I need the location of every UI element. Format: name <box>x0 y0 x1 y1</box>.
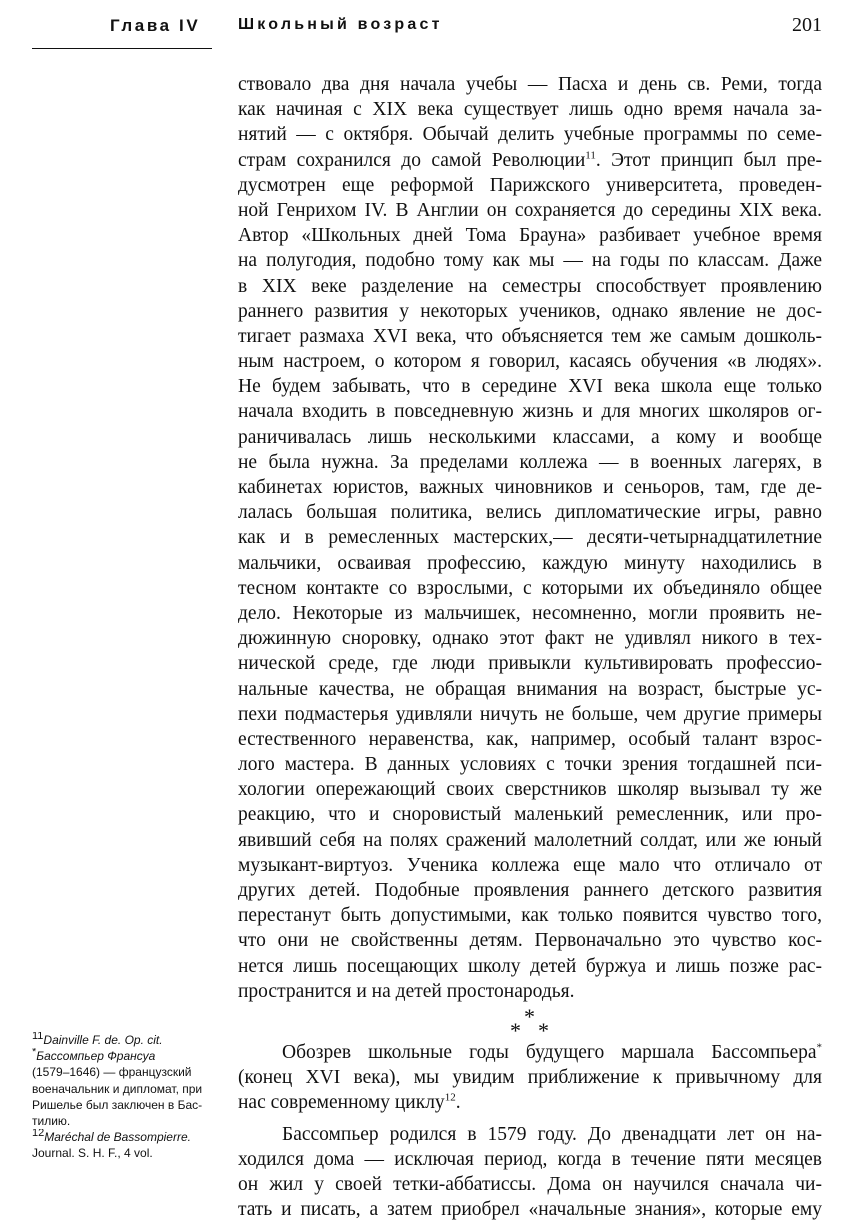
text-line: что они не свойственны детям. Первоначально это чувство кос- <box>238 930 822 952</box>
footnote-text: военачальник и дипломат, при <box>32 1081 203 1096</box>
text-line: Автор «Школьных дней Тома Брауна» разбивает учебное время <box>238 225 822 247</box>
footnote-ref-star: * <box>816 1041 822 1054</box>
text-line: как и в ремесленных мастерских,— десяти-четырнадцатилетние <box>238 527 822 549</box>
text-line: естественного неравенства, как, например, особый талант взрос- <box>238 728 822 750</box>
footnote-12 <box>32 1129 217 1145</box>
separator-star: * <box>538 1017 549 1043</box>
text-line: нется лишь посещающих школу детей буржуа и лишь позже рас- <box>238 955 822 977</box>
text-line: музыкант-виртуоз. Ученика коллежа еще мало что отличало от <box>238 854 822 876</box>
text-line: (конец XVI века), мы увидим приближение к привычному для <box>238 1067 822 1089</box>
text-line: раничивалась лишь несколькими классами, а кому и вообще <box>238 426 822 448</box>
text-line: тигает размаха XVI века, что объясняется тем же самым дошколь- <box>238 325 822 347</box>
text-line: других детей. Подобные проявления раннего детского развития <box>238 880 822 901</box>
main-text <box>238 72 822 1222</box>
footnote-text: Maréchal de Bassompierre. <box>44 1130 191 1145</box>
text-line: лалась большая политика, велись дипломатические игры, равно <box>238 502 822 524</box>
text-segment: страм сохранился до самой Революции <box>238 149 586 171</box>
page-header <box>0 0 854 56</box>
footnote-text: Dainville F. de. Op. cit. <box>43 1033 163 1047</box>
running-title: Школьный возраст <box>238 16 443 33</box>
text-line: на полугодия, подобно тому как мы — на годы по классам. Даже <box>238 250 822 272</box>
footnote-star <box>32 1048 217 1064</box>
text-line: лого мастера. В данных условиях с точки зрения тогдашней пси- <box>238 754 822 776</box>
separator-star: * <box>524 1003 535 1029</box>
text-line: не была нужна. За пределами коллежа — в военных лагерях, в <box>238 451 822 473</box>
text-line <box>238 1090 822 1115</box>
footnote-text: тилию. <box>32 1114 71 1129</box>
footnote-text: Ришелье был заключен в Бас- <box>32 1097 203 1112</box>
text-segment: Обозрев школьные годы будущего маршала Бассомпьера <box>282 1041 817 1063</box>
text-line: нальные качества, не обращая внимания на возраст, быстрые ус- <box>238 678 822 700</box>
footnote-ref-12: 12 <box>444 1091 456 1104</box>
text-line: ходился дома — исключая период, когда в течение пяти месяцев <box>238 1148 822 1170</box>
text-line: тать и писать, а затем приобрел «начальные знания», которые ему <box>238 1199 822 1221</box>
text-line: начала входить в повседневную жизнь и для многих школяров ог- <box>238 401 822 423</box>
footnote-mark: 11 <box>32 1032 44 1042</box>
page-number: 201 <box>792 14 822 36</box>
text-line: Не будем забывать, что в середине XVI века школа еще только <box>238 376 822 398</box>
text-line: дюжинную сноровку, однако этот факт не удивлял никого в тех- <box>238 628 822 650</box>
text-segment: . Этот принцип был пре- <box>595 149 823 171</box>
footnote-text: (1579–1646) — французский <box>32 1065 192 1080</box>
header-rule <box>32 48 212 49</box>
text-line: в XIX веке разделение на семестры способствует проявлению <box>238 275 822 297</box>
text-segment: нас современному циклу <box>238 1092 445 1114</box>
text-line: дело. Некоторые из мальчишек, несомненно, могли проявить не- <box>238 602 822 624</box>
text-line: ной Генрихом IV. В Англии он сохраняется до середины XIX века. <box>238 199 822 221</box>
text-line <box>238 1040 822 1065</box>
text-line: ным настроем, о котором я говорил, касаясь обучения «в людях». <box>238 351 822 373</box>
text-line <box>238 148 822 173</box>
text-line: нятий — с октября. Обычай делить учебные программы по семе- <box>238 124 822 146</box>
footnote-text: Бассомпьер Франсуа <box>36 1049 156 1064</box>
text-line: раннего развития у некоторых учеников, однако явление не дос- <box>238 300 822 322</box>
footnote-mark: * <box>32 1048 37 1059</box>
footnote-text: Journal. S. H. F., 4 vol. <box>32 1146 153 1161</box>
margin-footnotes <box>32 1032 217 1162</box>
text-line: явивший себя на полях сражений малолетний солдат, или же юный <box>238 829 822 851</box>
separator-star: * <box>510 1017 521 1043</box>
section-separator <box>238 1003 822 1043</box>
text-line: дусмотрен еще реформой Парижского университета, проведен- <box>238 174 822 196</box>
text-line: пехи подмастерья удивляли ничуть не больше, чем другие примеры <box>238 703 822 725</box>
footnote-11 <box>32 1032 217 1048</box>
footnote-mark: 12 <box>32 1129 45 1140</box>
text-line: кабинетах юристов, важных чиновников и сеньоров, там, где де- <box>238 477 822 498</box>
text-line: нической среде, где люди привыкли культивировать профессио- <box>238 653 822 675</box>
chapter-label: Глава IV <box>110 16 201 35</box>
text-line: ствовало два дня начала учебы — Пасха и день св. Реми, тогда <box>238 74 822 95</box>
text-line: перестанут быть допустимыми, как только появится чувство того, <box>238 905 822 927</box>
text-line: реакцию, что и сноровистый маленький ремесленник, или про- <box>238 804 822 826</box>
text-line: пространится и на детей простонародья. <box>238 980 575 1002</box>
text-line: хологии опережающий своих сверстников школяр вызывал ту же <box>238 779 822 801</box>
text-line: мальчики, осваивая профессию, каждую минуту находились в <box>238 552 822 574</box>
text-line: Бассомпьер родился в 1579 году. До двенадцати лет он на- <box>282 1123 822 1145</box>
text-line: как начиная с XIX века существует лишь одно время начала за- <box>238 99 822 121</box>
text-segment: . <box>455 1092 461 1114</box>
text-line: тесном контакте со взрослыми, с которыми их объединяло общее <box>238 577 822 599</box>
footnote-ref-11: 11 <box>585 149 596 162</box>
text-line: он жил у своей тетки-аббатиссы. Дома он научился сначала чи- <box>238 1173 822 1195</box>
